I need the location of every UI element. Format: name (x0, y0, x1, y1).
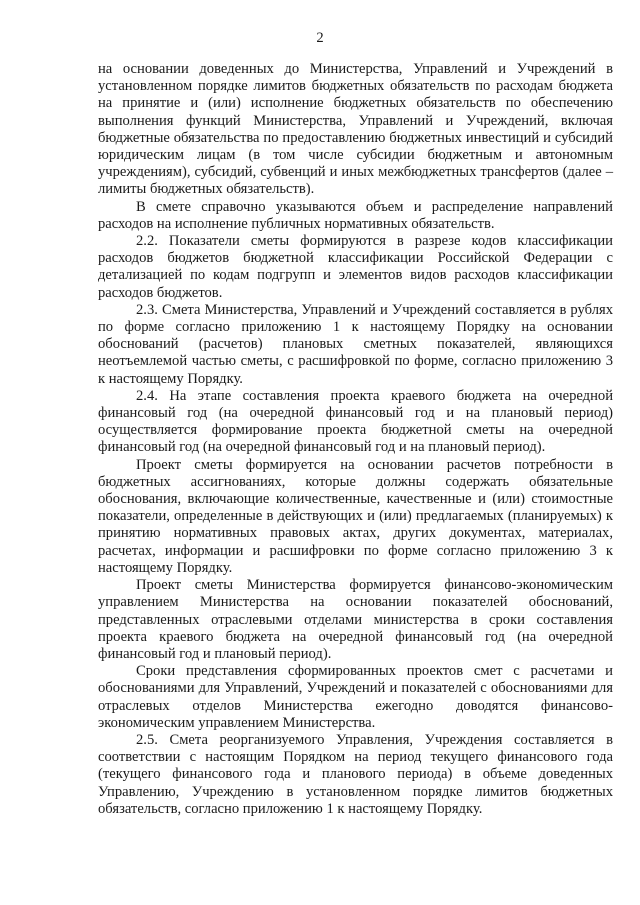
paragraph-continuation: на основании доведенных до Министерства, Управлений и Учреждений в установленном порядке лимитов бюджетных обязательств по расходам бюджета на принятие и (или) исполнение бюджетных обязательств по обеспечению выполнения функций Министерства, Управлений и Учреждений, включая бюджетные обязательства по предоставлению бюджетных инвестиций и субсидий юридическим лицам (в том числе субсидии бюджетным и автономным учреждениям), субсидий, субвенций и иных межбюджетных трансфертов (далее – лимиты бюджетных обязательств). (98, 61, 613, 198)
paragraph-2-5: 2.5. Смета реорганизуемого Управления, Учреждения составляется в соответствии с настоящим Порядком на период текущего финансового года (текущего финансового года и планового периода) в объеме доведенных Управлению, Учреждению в установленном порядке лимитов бюджетных обязательств, согласно приложению 1 к настоящему Порядку. (98, 731, 613, 817)
paragraph-public-obligations: В смете справочно указываются объем и распределение направлений расходов на исполнение публичных нормативных обязательств. (98, 198, 613, 232)
paragraph-2-2: 2.2. Показатели сметы формируются в разрезе кодов классификации расходов бюджетов бюджетной классификации Российской Федерации с детализацией по кодам подгрупп и элементов видов расходов классификации расходов бюджетов. (98, 233, 613, 301)
page-number: 2 (316, 30, 324, 46)
paragraph-submission-deadlines: Сроки представления сформированных проектов смет с расчетами и обоснованиями для Управлений, Учреждений и показателей с обоснованиями для отраслевых отделов Министерства ежегодно доводятся финансово-экономическим управлением Министерства. (98, 663, 613, 731)
paragraph-2-3: 2.3. Смета Министерства, Управлений и Учреждений составляется в рублях по форме согласно приложению 1 к настоящему Порядку на основании обоснований (расчетов) плановых сметных показателей, являющихся неотъемлемой частью сметы, с расшифровкой по форме, согласно приложению 3 к настоящему Порядку. (98, 301, 613, 387)
document-body (98, 61, 613, 818)
paragraph-ministry-draft: Проект сметы Министерства формируется финансово-экономическим управлением Министерства на основании показателей обоснований, представленных отраслевыми отделами министерства в сроки составления проекта краевого бюджета на очередной финансовый год (на очередной финансовый год и плановый период). (98, 577, 613, 662)
paragraph-2-4: 2.4. На этапе составления проекта краевого бюджета на очередной финансовый год (на очередной финансовый год и на плановый период) осуществляется формирование проекта бюджетной сметы на очередной финансовый год (на очередной финансовый год и на плановый период). (98, 387, 613, 456)
paragraph-draft-estimate-basis: Проект сметы формируется на основании расчетов потребности в бюджетных ассигнованиях, которые должны содержать обязательные обоснования, включающие количественные, качественные и (или) стоимостные показатели, определенные в действующих и (или) предлагаемых (планируемых) к принятию нормативных правовых актах, других документах, материалах, расчетах, информации и расшифровки по форме согласно приложению 3 к настоящему Порядку. (98, 456, 613, 576)
